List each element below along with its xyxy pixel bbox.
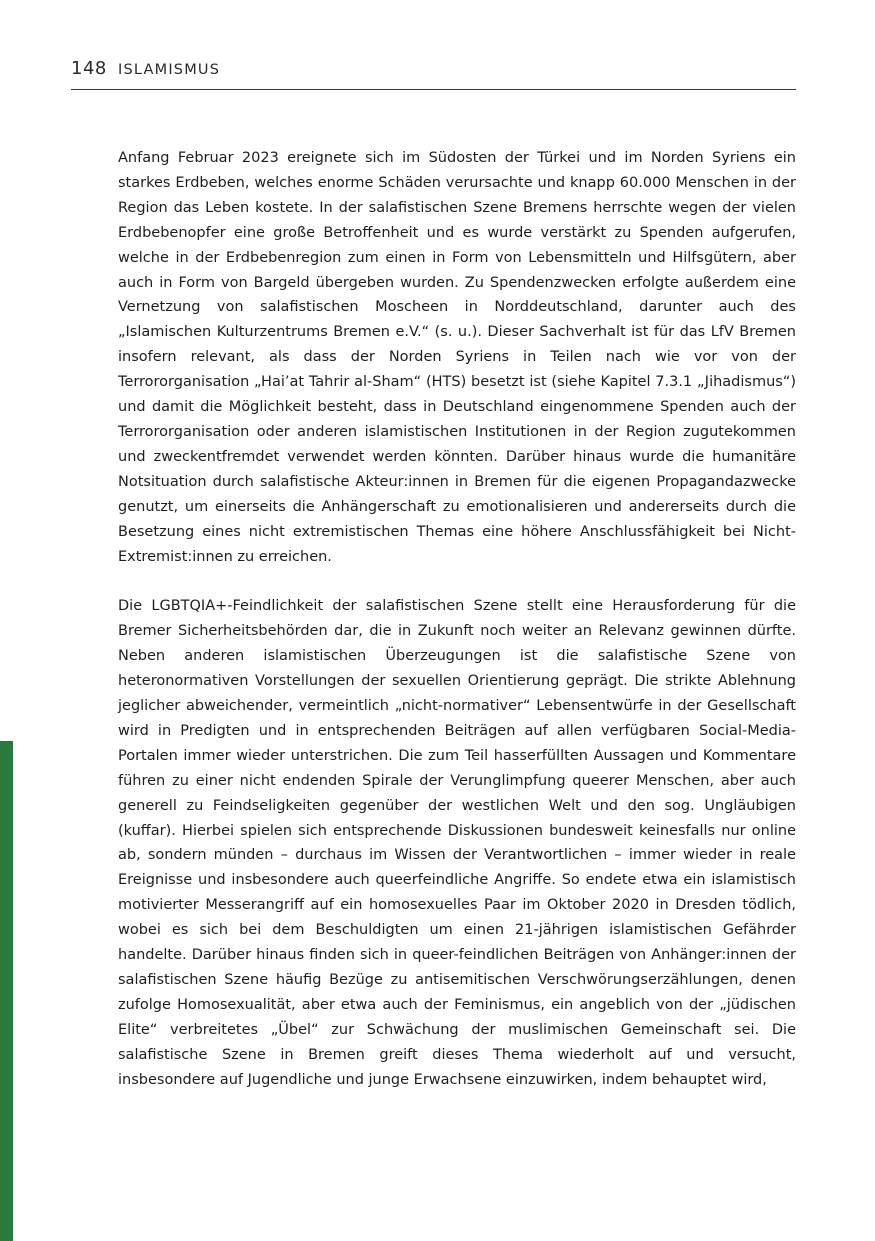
chapter-marker-bar <box>0 741 13 1241</box>
section-title: ISLAMISMUS <box>118 62 221 78</box>
paragraph-erdbeben: Anfang Februar 2023 ereignete sich im Südosten der Türkei und im Norden Syriens ein starkes Erdbeben, welches enorme Schäden verursachte und knapp 60.000 Menschen in der Region das Leben kostete. In der salafistischen Szene Bremens herrschte wegen der vielen Erdbebenopfer eine große Betroffenheit und es wurde verstärkt zu Spenden aufgerufen, welche in der Erdbebenregion zum einen in Form von Lebensmitteln und Hilfsgütern, aber auch in Form von Bargeld übergeben wurden. Zu Spendenzwecken erfolgte außerdem eine Vernetzung von salafistischen Moscheen in Norddeutschland, darunter auch des „Islamischen Kulturzentrums Bremen e.V.“ (s. u.). Dieser Sachverhalt ist für das LfV Bremen insofern relevant, als dass der Norden Syriens in Teilen nach wie vor von der Terrororganisation „Hai’at Tahrir al-Sham“ (HTS) besetzt ist (siehe Kapitel 7.3.1 „Jihadismus“) und damit die Möglichkeit besteht, dass in Deutschland eingenommene Spenden auch der Terrororganisation oder anderen islamistischen Institutionen in der Region zugutekommen und zweckentfremdet verwendet werden könnten. Darüber hinaus wurde die humanitäre Notsituation durch salafistische Akteur:innen in Bremen für die eigenen Propagandazwecke genutzt, um einerseits die Anhängerschaft zu emotionalisieren und andererseits durch die Besetzung eines nicht extremistischen Themas eine höhere Anschlussfähigkeit bei Nicht-Extremist:innen zu erreichen. <box>118 150 796 565</box>
paragraph-lgbtqia: Die LGBTQIA+-Feindlichkeit der salafistischen Szene stellt eine Herausforderung für die Bremer Sicherheitsbehörden dar, die in Zukunft noch weiter an Relevanz gewinnen dürfte. Neben anderen islamistischen Überzeugungen ist die salafistische Szene von heteronormativen Vorstellungen der sexuellen Orientierung geprägt. Die strikte Ablehnung jeglicher abweichender, vermeintlich „nicht-normativer“ Lebensentwürfe in der Gesellschaft wird in Predigten und in entsprechenden Beiträgen auf allen verfügbaren Social-Media-Portalen immer wieder unterstrichen. Die zum Teil hasserfüllten Aussagen und Kommentare führen zu einer nicht endenden Spirale der Verunglimpfung queerer Menschen, aber auch generell zu Feindseligkeiten gegenüber der westlichen Welt und den sog. Ungläubigen (kuffar). Hierbei spielen sich entsprechende Diskussionen bundesweit keinesfalls nur online ab, sondern münden – durchaus im Wissen der Verantwortlichen – immer wieder in reale Ereignisse und insbesondere auch queerfeindliche Angriffe. So endete etwa ein islamistisch motivierter Messerangriff auf ein homosexuelles Paar im Oktober 2020 in Dresden tödlich, wobei es sich bei dem Beschuldigten um einen 21-jährigen islamistischen Gefährder handelte. Darüber hinaus finden sich in queer-feindlichen Beiträgen von Anhänger:innen der salafistischen Szene häufig Bezüge zu antisemitischen Verschwörungserzählungen, denen zufolge Homosexualität, aber etwa auch der Feminismus, ein angeblich von der „jüdischen Elite“ verbreitetes „Übel“ zur Schwächung der muslimischen Gemeinschaft sei. Die salafistische Szene in Bremen greift dieses Thema wiederholt auf und versucht, insbesondere auf Jugendliche und junge Erwachsene einzuwirken, indem behauptet wird, <box>118 598 796 1088</box>
page-number: 148 <box>71 58 107 79</box>
body-text <box>118 146 796 1093</box>
running-header <box>71 57 796 90</box>
